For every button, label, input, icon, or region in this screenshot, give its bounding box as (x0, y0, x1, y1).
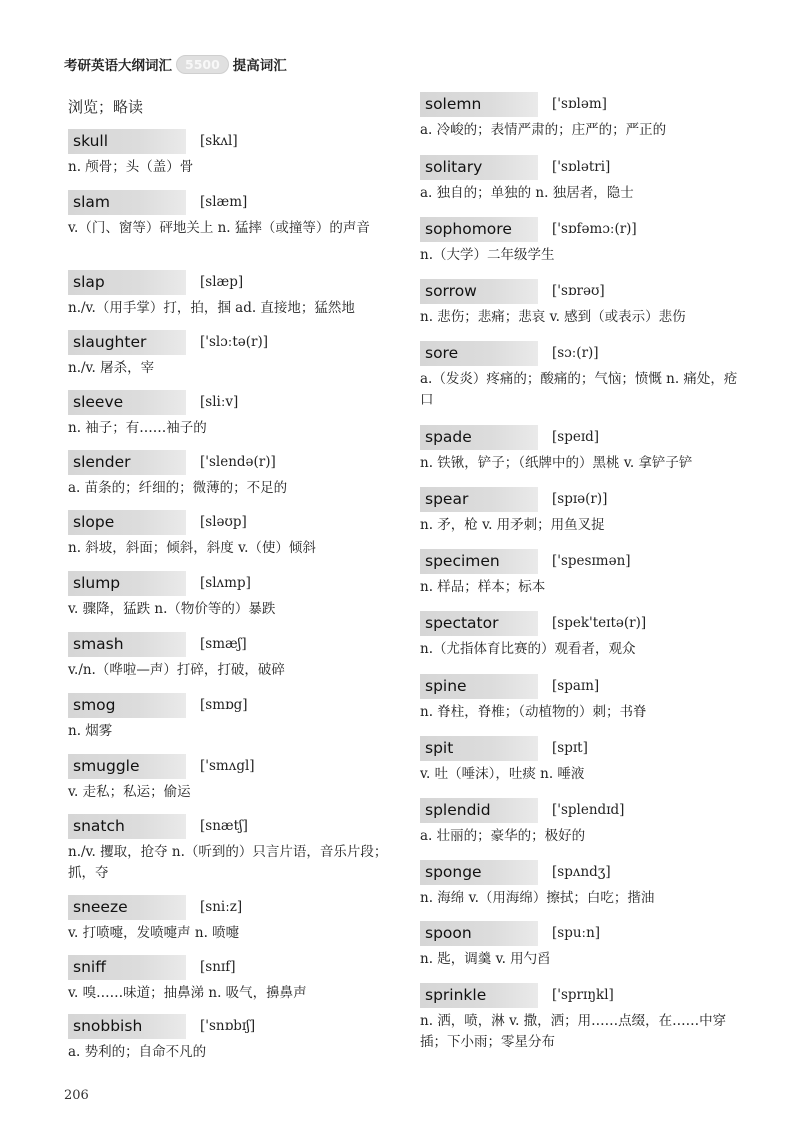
entry (420, 547, 750, 609)
entry-definition: n. 铁锹，铲子；（纸牌中的）黑桃 v. 拿铲子铲 (420, 455, 693, 471)
entry-definition: n. 海绵 v.（用海绵）擦拭；白吃；揩油 (420, 890, 655, 906)
entry-word: smash (68, 632, 186, 657)
entry-word: snobbish (68, 1014, 186, 1039)
entry-word: smuggle (68, 754, 186, 779)
entry-phonetic: [snætʃ] (200, 818, 248, 834)
entry-definition: n. 洒，喷，淋 v. 撒，洒；用……点缀，在……中穿插；下小雨；零星分布 (420, 1013, 727, 1050)
entry-definition: n. 样品；样本；标本 (420, 579, 546, 595)
entry-word: spade (420, 425, 538, 450)
entry-phonetic: [snɪf] (200, 959, 236, 975)
entry (420, 981, 750, 1061)
entry-word: sniff (68, 955, 186, 980)
entry-word: spectator (420, 611, 538, 636)
entry-definition: v./n.（哗啦—声）打碎，打破，破碎 (68, 662, 285, 678)
entry-word: skull (68, 129, 186, 154)
entry-word: sneeze (68, 895, 186, 920)
header-badge: 5500 (176, 55, 229, 74)
entry (68, 691, 398, 752)
entry-definition: a. 苗条的；纤细的；微薄的；不足的 (68, 480, 288, 496)
entry-phonetic: [sliːv] (200, 394, 239, 410)
entry-phonetic: [sɔː(r)] (552, 345, 599, 361)
entry-phonetic: [sniːz] (200, 899, 243, 915)
entry-phonetic: [spuːn] (552, 925, 601, 941)
page-number: 206 (64, 1088, 89, 1103)
entry (68, 188, 398, 268)
entry-word: solemn (420, 92, 538, 117)
entry (420, 339, 750, 423)
entry-definition: n. 斜坡，斜面；倾斜，斜度 v.（使）倾斜 (68, 540, 316, 556)
entry-phonetic: [slʌmp] (200, 575, 251, 591)
entry (420, 919, 750, 981)
entry (68, 127, 398, 188)
entry-word: specimen (420, 549, 538, 574)
entry-phonetic: [spek'teɪtə(r)] (552, 615, 647, 631)
entry (420, 796, 750, 858)
entry-word: spoon (420, 921, 538, 946)
entry-phonetic: [spɪt] (552, 740, 588, 756)
entry-phonetic: [slæp] (200, 274, 244, 290)
entry-definition: n. 匙，调羹 v. 用勺舀 (420, 951, 551, 967)
entry-word: smog (68, 693, 186, 718)
entry (68, 893, 398, 953)
entry (420, 153, 750, 215)
entry-phonetic: [skʌl] (200, 133, 238, 149)
entry (420, 90, 750, 153)
entry-phonetic: [sləʊp] (200, 514, 247, 530)
entry (68, 812, 398, 893)
entry-phonetic: [speɪd] (552, 429, 600, 445)
entry (68, 953, 398, 1012)
left-column (68, 127, 398, 1068)
entry-definition: v. 吐（唾沫），吐痰 n. 唾液 (420, 766, 585, 782)
entry (68, 630, 398, 691)
entry (420, 858, 750, 919)
entry (68, 448, 398, 508)
entry (420, 485, 750, 547)
entry-word: sorrow (420, 279, 538, 304)
entry-phonetic: ['sprɪŋkl] (552, 987, 614, 1003)
entry-definition: a.（发炎）疼痛的；酸痛的；气恼；愤慨 n. 痛处，疮口 (420, 371, 738, 408)
entry-word: slender (68, 450, 186, 475)
entry-phonetic: ['splendɪd] (552, 802, 625, 818)
entry-definition: a. 独自的；单独的 n. 独居者，隐士 (420, 185, 634, 201)
entry (68, 388, 398, 448)
entry-phonetic: ['sɒrəʊ] (552, 283, 605, 299)
entry-definition: v. 骤降，猛跌 n.（物价等的）暴跌 (68, 601, 276, 617)
entry (68, 268, 398, 328)
entry-word: snatch (68, 814, 186, 839)
entry-word: spit (420, 736, 538, 761)
header-subtitle: 提高词汇 (232, 58, 287, 74)
entry-phonetic: [spʌndʒ] (552, 864, 611, 880)
entry-word: slump (68, 571, 186, 596)
entry-word: spear (420, 487, 538, 512)
entry-definition: n./v. 屠杀，宰 (68, 360, 155, 376)
entry (68, 752, 398, 812)
entry (68, 328, 398, 388)
running-header (64, 54, 287, 74)
entry-definition: v. 嗅……味道；抽鼻涕 n. 吸气，擤鼻声 (68, 985, 307, 1001)
entry-phonetic: [spaɪn] (552, 678, 600, 694)
entry (420, 734, 750, 796)
entry (420, 277, 750, 339)
entry (420, 215, 750, 277)
entry-definition: n. 颅骨；头（盖）骨 (68, 159, 194, 175)
entry-definition: n.（尤指体育比赛的）观看者，观众 (420, 641, 636, 657)
entry-word: slam (68, 190, 186, 215)
entry-word: solitary (420, 155, 538, 180)
entry-definition: n. 矛，枪 v. 用矛刺；用鱼叉捉 (420, 517, 605, 533)
entry-definition: v. 打喷嚏，发喷嚏声 n. 喷嚏 (68, 925, 240, 941)
entry-phonetic: ['sɒləm] (552, 96, 607, 112)
entry-definition: n. 悲伤；悲痛；悲哀 v. 感到（或表示）悲伤 (420, 309, 686, 325)
entry-definition: v. 走私；私运；偷运 (68, 784, 191, 800)
right-column (420, 90, 750, 1061)
entry (68, 508, 398, 569)
entry-definition: n.（大学）二年级学生 (420, 247, 555, 263)
entry-definition: n. 烟雾 (68, 723, 113, 739)
entry-definition: a. 势利的；自命不凡的 (68, 1044, 207, 1060)
entry-phonetic: ['smʌgl] (200, 758, 255, 774)
entry (68, 569, 398, 630)
entry-definition: n. 袖子；有……袖子的 (68, 420, 207, 436)
entry-definition: n./v.（用手掌）打，拍，掴 ad. 直接地；猛然地 (68, 300, 355, 316)
entry-word: sleeve (68, 390, 186, 415)
entry-definition: a. 壮丽的；豪华的；极好的 (420, 828, 586, 844)
entry-phonetic: ['sɒlətri] (552, 159, 611, 175)
entry-word: sprinkle (420, 983, 538, 1008)
entry-word: sponge (420, 860, 538, 885)
entry (420, 609, 750, 672)
entry-phonetic: [smɒg] (200, 697, 248, 713)
entry-phonetic: ['slendə(r)] (200, 454, 276, 470)
entry-word: slap (68, 270, 186, 295)
entry-word: splendid (420, 798, 538, 823)
entry-phonetic: [smæʃ] (200, 636, 247, 652)
entry-word: slaughter (68, 330, 186, 355)
entry (68, 1012, 398, 1068)
entry (420, 672, 750, 734)
entry-word: sophomore (420, 217, 538, 242)
entry-phonetic: ['sɒfəmɔː(r)] (552, 221, 637, 237)
entry-phonetic: [slæm] (200, 194, 248, 210)
header-title: 考研英语大纲词汇 (64, 58, 172, 74)
entry-definition: n./v. 攫取，抢夺 n.（听到的）只言片语，音乐片段；抓，夺 (68, 844, 388, 881)
entry-definition: v.（门、窗等）砰地关上 n. 猛摔（或撞等）的声音 (68, 220, 370, 236)
entry-definition: n. 脊柱，脊椎；（动植物的）刺；书脊 (420, 704, 647, 720)
entry-definition: a. 冷峻的；表情严肃的；庄严的；严正的 (420, 122, 667, 138)
entry-phonetic: [spɪə(r)] (552, 491, 608, 507)
entry (420, 423, 750, 485)
entry-word: spine (420, 674, 538, 699)
entry-phonetic: ['slɔːtə(r)] (200, 334, 269, 350)
entry-word: slope (68, 510, 186, 535)
entry-phonetic: ['snɒbɪʃ] (200, 1018, 256, 1034)
entry-phonetic: ['spesɪmən] (552, 553, 631, 569)
entry-word: sore (420, 341, 538, 366)
previous-definition-continuation: 浏览；略读 (68, 98, 144, 116)
